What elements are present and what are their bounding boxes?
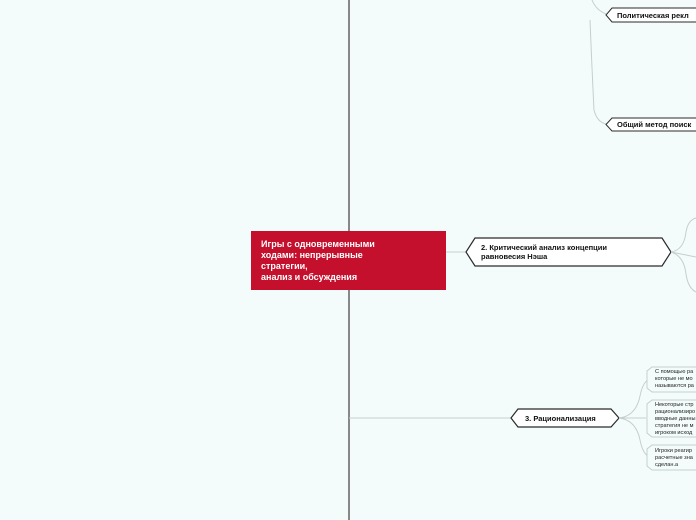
rationalization-child-2-line-1: Некоторые стр — [655, 402, 694, 408]
connector-critical-child-1 — [671, 218, 696, 252]
central-topic-line-3: стратегии, — [261, 261, 308, 271]
critical-analysis-label-line-2: равновесия Нэша — [481, 252, 548, 261]
central-topic-line-2: ходами: непрерывные — [261, 250, 363, 260]
connector-critical-child-3 — [671, 252, 696, 292]
central-topic-line-4: анализ и обсуждения — [261, 272, 358, 282]
general-method-label: Общий метод поиск — [617, 120, 692, 129]
rationalization-child-2-line-4: стратегия не м — [655, 423, 694, 429]
critical-analysis-label-line-1: 2. Критический анализ концепции — [481, 243, 608, 252]
rationalization-child-3-line-2: расчетные зна — [655, 455, 693, 461]
rationalization-child-3-line-3: сделан.а — [655, 462, 679, 468]
rationalization-child-2-line-5: игроком исход — [655, 430, 693, 436]
rationalization-child-3-line-1: Игроки реагир — [655, 448, 693, 454]
rationalization-child-2-line-3: вводные данны — [655, 416, 696, 422]
connector-rationalization-child-3 — [619, 418, 650, 457]
rationalization-child-1-line-3: называются ра — [655, 383, 694, 389]
connector-general-method — [590, 20, 696, 124]
connector-rationalization-child-1 — [619, 379, 650, 418]
political-ad-label: Политическая рекл — [617, 11, 689, 20]
central-topic-line-1: Игры с одновременными — [261, 239, 375, 249]
rationalization-child-1-line-1: С помощью ра — [655, 369, 694, 375]
central-topic[interactable] — [251, 231, 446, 290]
rationalization-label: 3. Рационализация — [525, 414, 596, 423]
connector-critical-child-2 — [671, 252, 696, 257]
rationalization-child-1-line-2: которые не мо — [655, 376, 693, 382]
rationalization-child-2-line-2: рационализиро — [655, 409, 696, 415]
